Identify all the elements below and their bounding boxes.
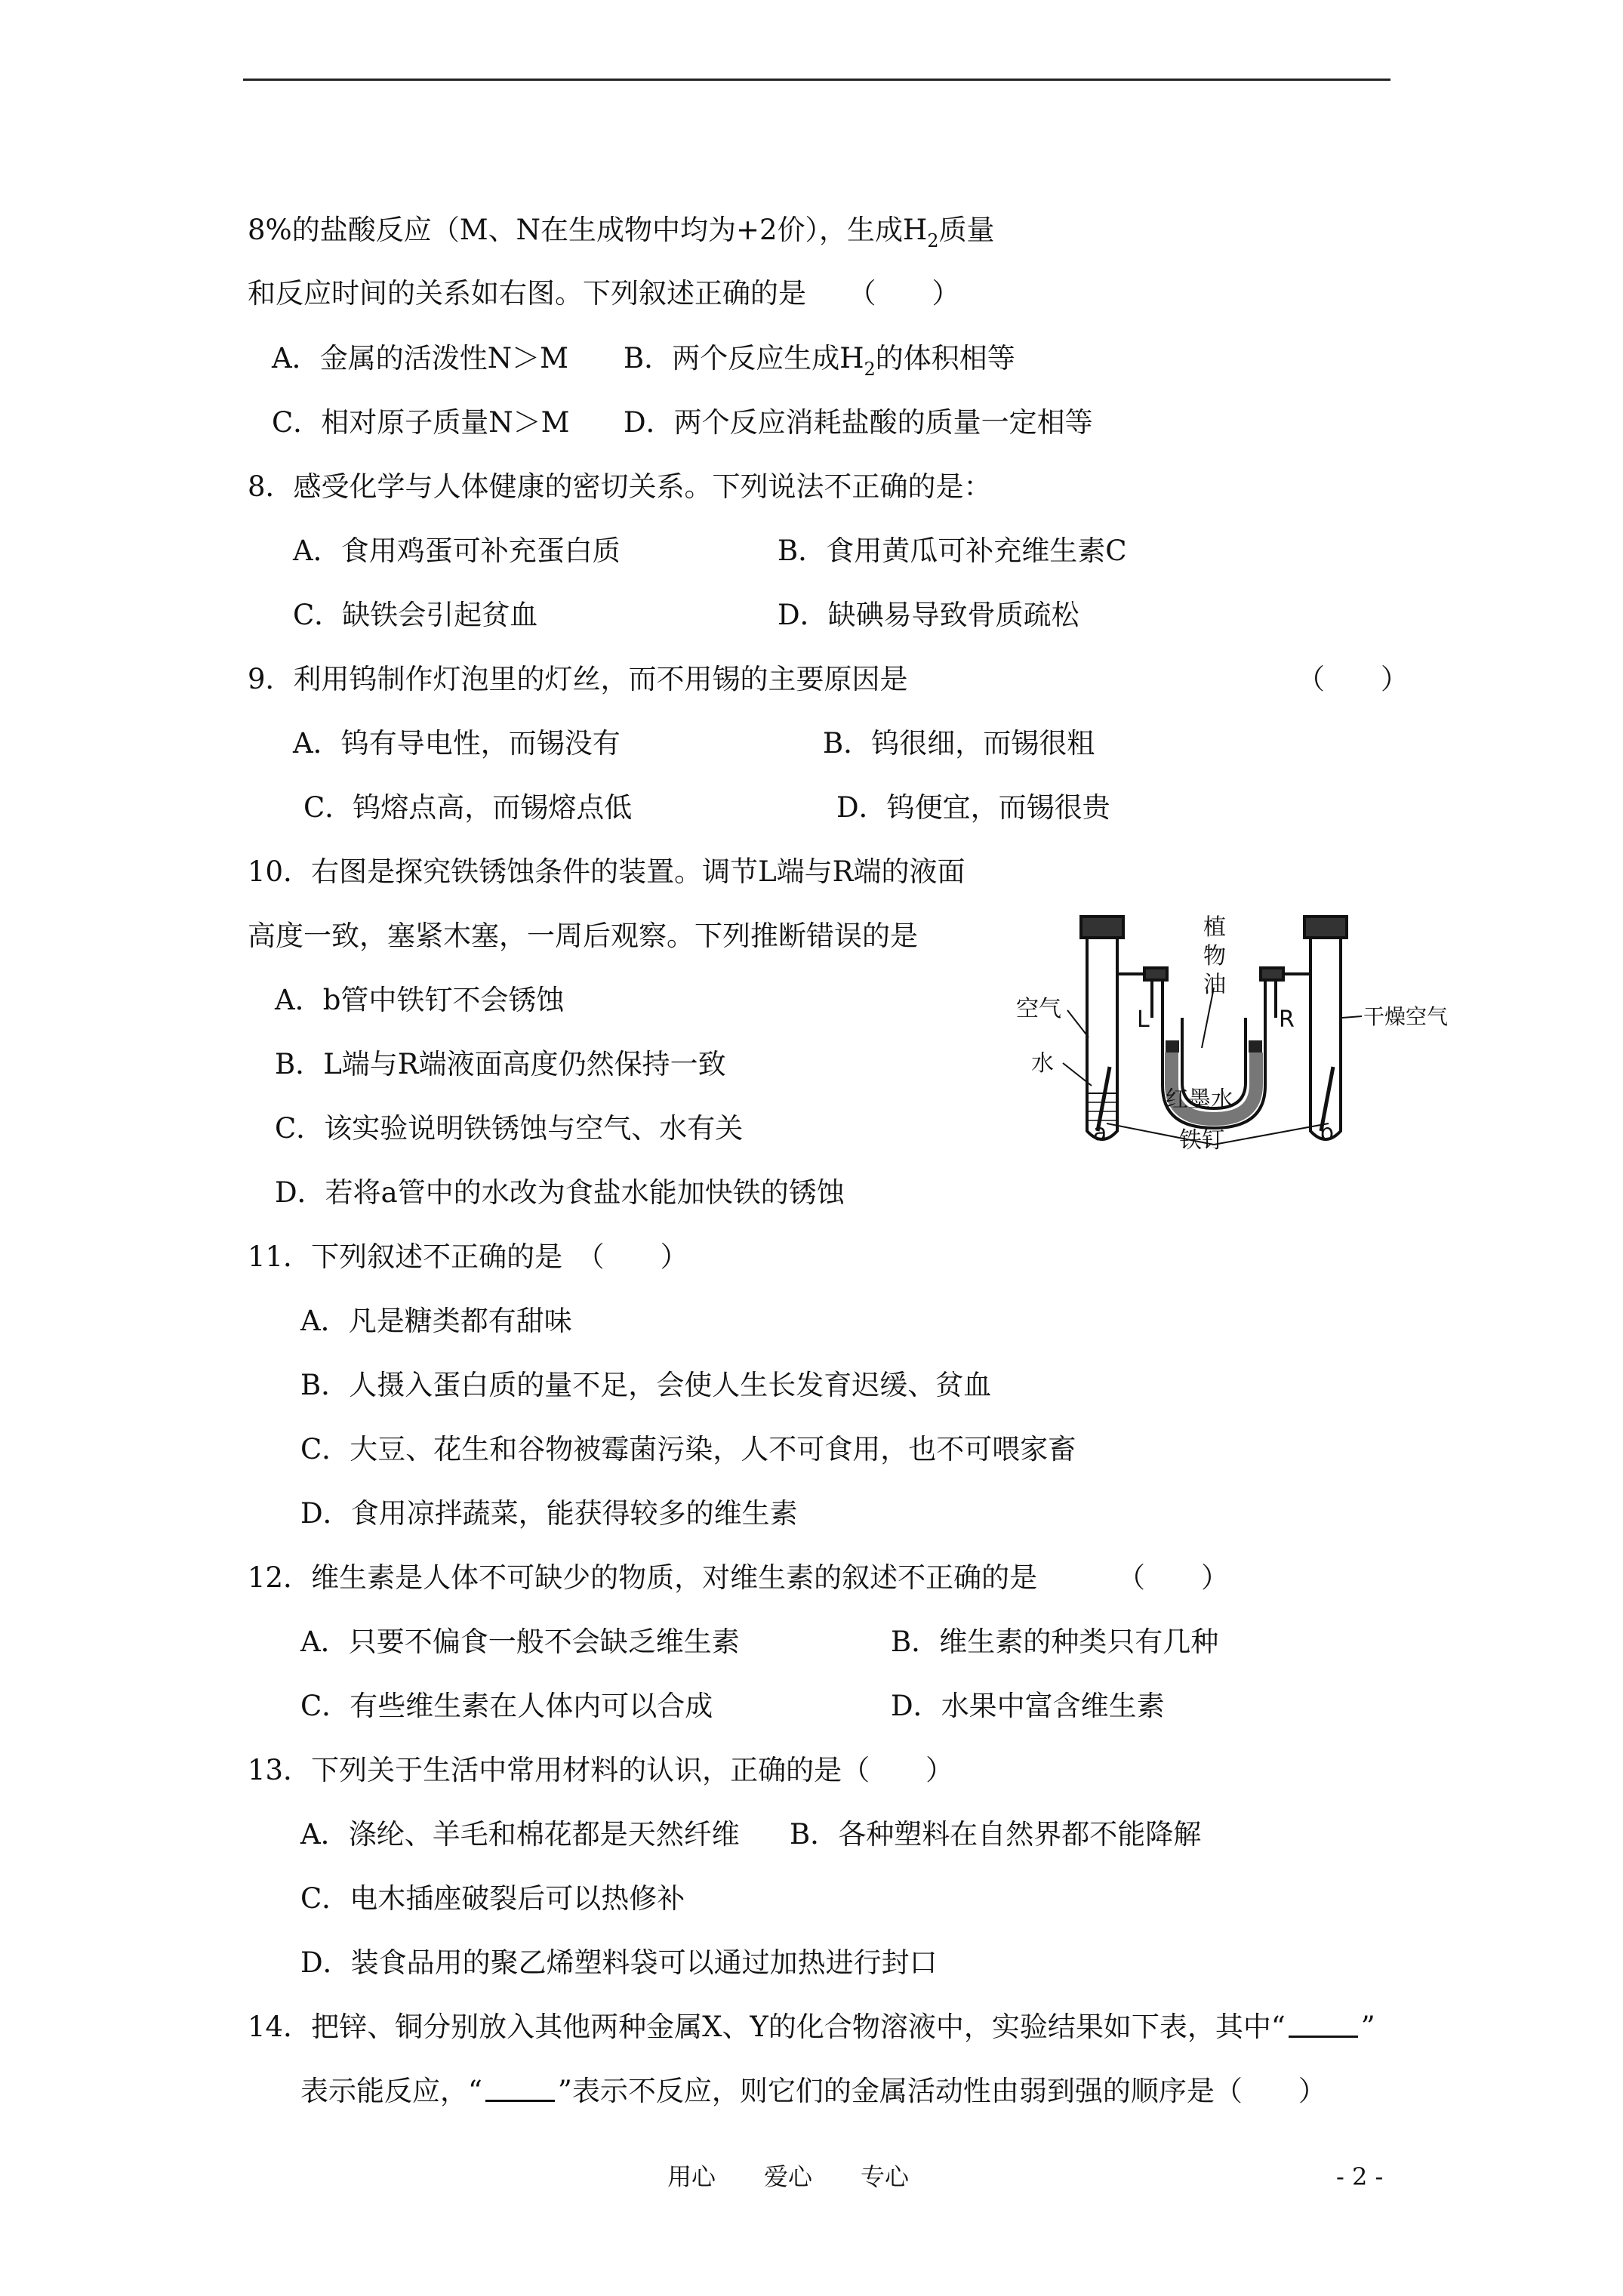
q12-option-b: B．维生素的种类只有几种 — [891, 1626, 1219, 1658]
footer-slogan: 用心 爱心 专心 — [667, 2162, 910, 2191]
q13-option-c: C．电木插座破裂后可以热修补 — [300, 1882, 685, 1915]
q9-stem: 9．利用钨制作灯泡里的灯丝，而不用锡的主要原因是 — [248, 663, 908, 695]
q10-stem-line1: 10．右图是探究铁锈蚀条件的装置。调节L端与R端的液面 — [248, 855, 965, 888]
label-R: R — [1279, 1006, 1295, 1033]
q8-option-c: C．缺铁会引起贫血 — [293, 599, 538, 631]
tube-b-stopper — [1304, 917, 1347, 938]
q10-option-b: B．L端与R端液面高度仍然保持一致 — [275, 1048, 726, 1080]
q11-option-b: B．人摄入蛋白质的量不足，会使人生长发育迟缓、贫血 — [300, 1369, 992, 1401]
q8-option-a: A．食用鸡蛋可补充蛋白质 — [293, 535, 621, 567]
q9-answer-paren: （ ） — [1297, 663, 1409, 695]
q13-option-d: D．装食品用的聚乙烯塑料袋可以通过加热进行封口 — [300, 1946, 938, 1979]
q12-option-a: A．只要不偏食一般不会缺乏维生素 — [300, 1626, 740, 1658]
q12-stem: 12．维生素是人体不可缺少的物质，对维生素的叙述不正确的是 — [248, 1561, 1038, 1594]
q14-stem-line1: 14．把锌、铜分别放入其他两种金属X、Y的化合物溶液中，实验结果如下表，其中“ ” — [248, 2011, 1375, 2043]
q11-option-d: D．食用凉拌蔬菜，能获得较多的维生素 — [300, 1497, 798, 1530]
q12-option-d: D．水果中富含维生素 — [891, 1690, 1165, 1722]
q7-option-a: A．金属的活泼性N＞M — [272, 342, 568, 374]
label-plant-oil-1: 植 — [1203, 914, 1226, 941]
q10-option-d: D．若将a管中的水改为食盐水能加快铁的锈蚀 — [275, 1176, 845, 1209]
label-b: b — [1320, 1120, 1335, 1146]
label-L: L — [1137, 1006, 1150, 1033]
q11-option-c: C．大豆、花生和谷物被霉菌污染，人不可食用，也不可喂家畜 — [300, 1433, 1076, 1465]
label-red-ink: 红墨水 — [1166, 1086, 1233, 1113]
q11-stem: 11．下列叙述不正确的是 （ ） — [248, 1240, 688, 1273]
q11-option-a: A．凡是糖类都有甜味 — [300, 1305, 572, 1337]
q7-line1: 8%的盐酸反应（M、N在生成物中均为+2价），生成$H_2$质量 — [248, 214, 995, 251]
rust-experiment-figure — [1004, 905, 1449, 1169]
label-plant-oil-3: 油 — [1203, 972, 1226, 998]
q8-option-b: B．食用黄瓜可补充维生素C — [778, 535, 1127, 567]
header-rule — [243, 79, 1390, 81]
q7-line2: 和反应时间的关系如右图。下列叙述正确的是 （ ） — [248, 277, 960, 310]
q12-answer-paren: （ ） — [1117, 1561, 1229, 1594]
q9-option-b: B．钨很细，而锡很粗 — [823, 727, 1095, 760]
q7-option-c: C．相对原子质量N＞M — [272, 406, 570, 439]
q9-option-d: D．钨便宜，而锡很贵 — [836, 791, 1110, 824]
label-water: 水 — [1031, 1050, 1054, 1077]
q8-stem: 8．感受化学与人体健康的密切关系。下列说法不正确的是： — [248, 470, 992, 503]
q10-stem-line2: 高度一致，塞紧木塞，一周后观察。下列推断错误的是 — [248, 920, 918, 952]
tube-a-stopper — [1081, 917, 1123, 938]
q13-stem: 13．下列关于生活中常用材料的认识，正确的是（ ） — [248, 1754, 954, 1786]
q12-option-c: C．有些维生素在人体内可以合成 — [300, 1690, 713, 1722]
q13-option-a: A．涤纶、羊毛和棉花都是天然纤维 — [300, 1818, 740, 1851]
q7-option-b: B．两个反应生成$H_2$的体积相等 — [624, 342, 1015, 380]
q9-option-a: A．钨有导电性，而锡没有 — [293, 727, 621, 760]
reacts-symbol-blank — [1289, 2013, 1358, 2038]
label-plant-oil-2: 物 — [1203, 943, 1226, 969]
page-number: - 2 - — [1336, 2162, 1384, 2191]
q13-option-b: B．各种塑料在自然界都不能降解 — [790, 1818, 1202, 1851]
q10-option-c: C．该实验说明铁锈蚀与空气、水有关 — [275, 1112, 744, 1145]
q7-option-d: D．两个反应消耗盐酸的质量一定相等 — [624, 406, 1093, 439]
q14-stem-line2: 表示能反应，“ ”表示不反应，则它们的金属活动性由弱到强的顺序是（ ） — [300, 2075, 1326, 2107]
q8-option-d: D．缺碘易导致骨质疏松 — [778, 599, 1079, 631]
q10-option-a: A．b管中铁钉不会锈蚀 — [275, 984, 565, 1016]
label-air: 空气 — [1016, 996, 1061, 1022]
label-iron-nail: 铁钉 — [1179, 1127, 1224, 1154]
no-reaction-symbol-blank — [485, 2077, 555, 2102]
label-a: a — [1093, 1120, 1107, 1146]
q9-option-c: C．钨熔点高，而锡熔点低 — [303, 791, 633, 824]
label-dry-air: 干燥空气 — [1363, 1004, 1449, 1029]
